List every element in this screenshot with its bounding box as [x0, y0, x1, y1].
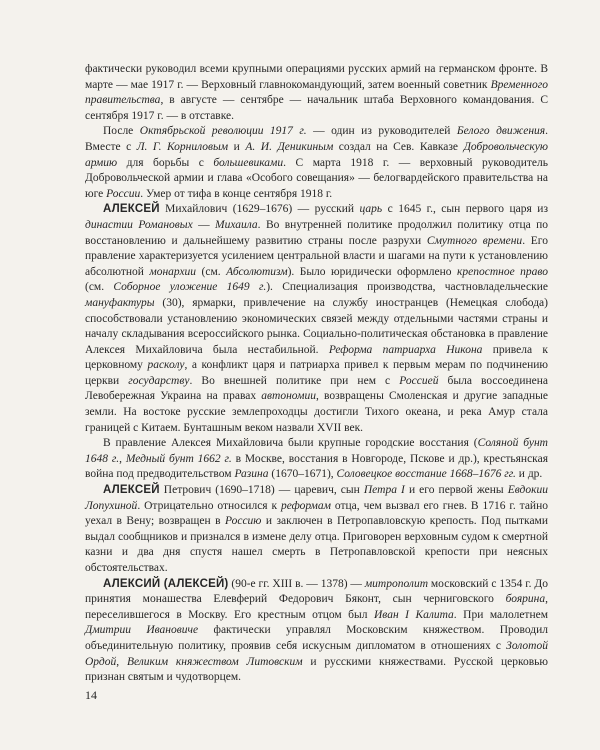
text-run: для борьбы с [117, 156, 214, 169]
text-run: была воссоединена Левобережная Украина на правах [85, 374, 549, 403]
text-run: Михайлович (1629–1676) — русский [159, 203, 360, 216]
text-run: в Москве, восстания в Новгороде, Пскове и др.), крестьянская война под предводительством [85, 452, 548, 481]
text-run: , а конфликт царя и патриарха привел к первым мерам по подчинению церкви [85, 359, 549, 387]
italic-term: Медный бунт 1662 г. [125, 452, 232, 465]
paragraph [85, 436, 548, 483]
italic-term: Белого движения [456, 125, 546, 138]
text-run: отца, чем вызвал его гнев. В 1716 г. тайно уехал в Вену; возвращен в [85, 499, 548, 528]
italic-term: Евдокии Лопухиной [85, 484, 548, 512]
italic-term: Соловецкое восстание 1668–1676 гг. [336, 468, 516, 481]
text-run: фактически управлял Московским княжеством. Проводил объединительную политику, проявив себя искусным дипломатом в отношениях с [85, 624, 549, 652]
italic-term: Разина [234, 468, 269, 481]
text-run: В правление Алексея Михайловича были крупные городские восстания ( [103, 437, 478, 450]
italic-term: Смутного времени [426, 234, 523, 247]
entry-headword: АЛЕКСЕЙ [103, 203, 160, 216]
paragraph [85, 62, 548, 124]
text-run: и др. [515, 468, 543, 481]
text-run: . Во внутренней политике продолжил политику отца по восстановлению и дальнейшему развитию страны после разрухи [85, 218, 549, 247]
text-run: . Отрицательно относился к [137, 499, 282, 512]
italic-term: митрополит [364, 577, 429, 590]
text-run: фактически руководил всеми крупными операциями русских армий на германском фронте. В марте — мае 1917 г. — Верховный главнокомандующий, затем военный советник [85, 63, 548, 91]
text-run: и его первой жены [404, 484, 508, 497]
italic-term: царь [359, 203, 383, 216]
text-run: . Во внешней политике при нем с [189, 374, 400, 387]
text-run: (1670–1671), [268, 468, 337, 481]
text-run: с 1645 г., сын первого царя из [382, 203, 548, 216]
italic-term: боярина [505, 593, 546, 606]
text-run: . При малолетнем [453, 608, 548, 621]
text-run: . Его правление характеризуется усилением центральной власти и шагами на пути к установлению абсолютной [85, 234, 548, 278]
text-run: и заключен в Петропавловскую крепость. Под пытками выдал сообщников и признался в измене делу отца. Приговорен верховным судом к смертной казни и два дня спустя нашел смерть в Петропавловской крепости при неясных обстоятельствах. [85, 515, 548, 574]
text-run: московский с 1354 г. До принятия монашества Елевферий Федорович Бяконт, сын черниговского [85, 577, 549, 606]
italic-term: Соборное уложение 1649 г. [113, 281, 267, 294]
text-run: ). Специализация производства, частновладельческие [266, 281, 548, 294]
italic-term: монархии [149, 265, 197, 278]
italic-term: Октябрьской революции 1917 г. [139, 125, 307, 138]
entry-headword: АЛЕКСИЙ (АЛЕКСЕЙ) [103, 577, 229, 590]
italic-term: Временного правительства [85, 78, 548, 107]
dictionary-entry [85, 577, 548, 686]
text-run: После [103, 125, 140, 138]
italic-term: Л. Г. Корниловым [136, 140, 229, 153]
italic-term: мануфактуры [85, 296, 155, 309]
text-run: , возвращены Смоленская и другие западные земли. На востоке русские землепроходцы достигли Тихого океана, и река Амур стала границей с Китаем. Бунташным веком назвали XVII век. [85, 390, 548, 434]
text-run: Петрович (1690–1718) — царевич, сын [159, 484, 364, 497]
italic-term: большевиками [213, 156, 284, 169]
dictionary-entry [85, 483, 548, 577]
italic-term: автономии [261, 390, 316, 403]
text-run: , переселившегося в Москву. Его крестным отцом был [85, 593, 548, 621]
text-run: . Умер от тифа в конце сентября 1918 г. [140, 187, 333, 200]
italic-term: Соляной бунт 1648 г. [85, 437, 548, 465]
italic-term: Дмитрии Ивановиче [85, 624, 199, 637]
italic-term: реформам [281, 499, 331, 512]
article-text [85, 62, 548, 686]
italic-term: России [106, 187, 141, 200]
text-run: (см. [85, 281, 114, 294]
text-run: привела к церковному [85, 343, 548, 372]
text-run: (см. [196, 265, 227, 278]
dictionary-entry [85, 202, 548, 436]
italic-term: Абсолютизм [226, 265, 288, 278]
italic-term: Петра I [363, 484, 405, 497]
italic-term: Золотой Ордой [85, 639, 548, 668]
italic-term: Россией [399, 374, 439, 387]
text-run: создал на Сев. Кавказе [333, 140, 464, 153]
text-run: и русскими княжествами. Русской церковью признан святым и чудотворцем. [85, 655, 548, 684]
italic-term: Михаила [214, 218, 258, 231]
entry-headword: АЛЕКСЕЙ [103, 484, 160, 497]
paragraph [85, 124, 548, 202]
text-run: , [119, 452, 126, 465]
italic-term: Россию [224, 515, 262, 528]
italic-term: Иван I Калита [373, 608, 454, 621]
italic-term: Великим княжеством Литовским [126, 655, 303, 668]
text-run: ). Было юридически оформлено [287, 265, 457, 278]
italic-term: государству [128, 374, 190, 387]
text-run: , в августе — сентябре — начальник штаба Верховного командования. С сентября 1917 г. — в отставке. [85, 94, 548, 122]
italic-term: А. И. Деникиным [245, 140, 334, 153]
text-run: и [228, 140, 246, 153]
italic-term: Реформа патриарха Никона [328, 343, 483, 356]
text-run: — один из руководителей [306, 125, 457, 138]
italic-term: расколу [147, 359, 185, 372]
text-run: — [192, 218, 215, 231]
italic-term: династии Романовых [85, 218, 193, 231]
text-run: , [116, 655, 127, 668]
text-run: . С марта 1918 г. — верховный руководитель Добровольческой армии и глава «Особого совещания» — белогвардейского правительства на юге [85, 156, 548, 200]
text-run: (30), ярмарки, привлечение на службу иностранцев (Немецкая слобода) способствовали установлению экономических связей между отдельными частями страны и началу складывания всероссийского рынка. Социально-политическая обстановка в правление Алексея Михайловича была нестабильной. [85, 296, 548, 356]
italic-term: Добровольческую армию [85, 140, 549, 169]
text-run: (90-е гг. XIII в. — 1378) — [228, 577, 365, 590]
italic-term: крепостное право [457, 265, 549, 278]
text-run: . Вместе с [85, 125, 548, 153]
page-number: 14 [85, 688, 97, 702]
